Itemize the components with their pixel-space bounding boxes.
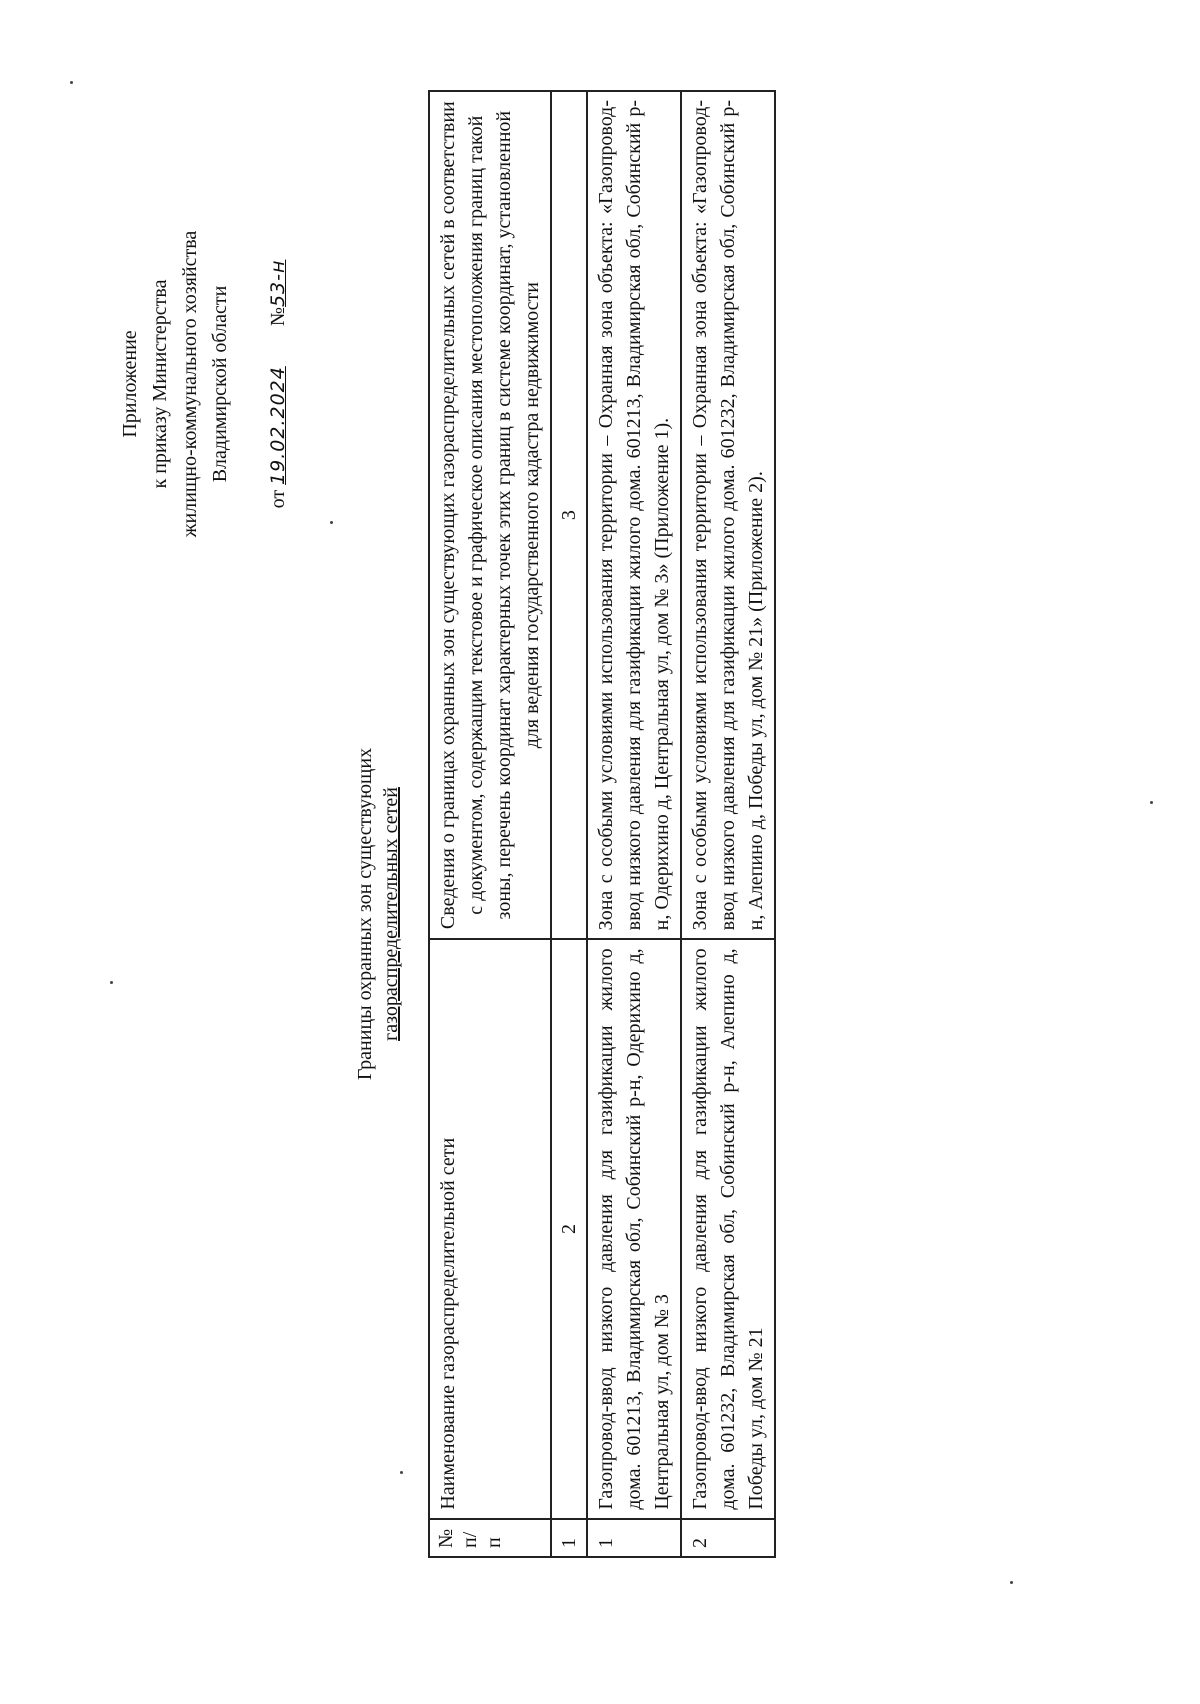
col-index-1: 1 — [551, 1519, 587, 1557]
order-number: 53-н — [267, 259, 289, 308]
scan-speck — [70, 81, 73, 84]
document-title — [352, 524, 404, 1304]
scan-speck — [1150, 801, 1153, 804]
col-index-2: 2 — [551, 939, 587, 1518]
table-header-row — [429, 91, 551, 1557]
date-prefix: от — [267, 489, 289, 509]
scan-speck — [1010, 1581, 1013, 1584]
row-network-name: Газопровод-ввод низкого давления для газификации жилого дома. 601213, Владимирская обл, Собинский р-н, Одерихино д, Центральная ул, дом № 3 — [587, 939, 681, 1518]
region-name: Владимирской области — [209, 285, 231, 483]
row-num: 1 — [587, 1519, 681, 1557]
row-network-name: Газопровод-ввод низкого давления для газификации жилого дома. 601232, Владимирская обл, Собинский р-н, Алепино д, Победы ул, дом № 21 — [681, 939, 775, 1518]
order-date-number — [263, 124, 293, 644]
column-index-row — [551, 91, 587, 1557]
number-prefix: № — [267, 307, 289, 327]
col-index-3: 3 — [551, 91, 587, 939]
title-line-2: газораспределительных сетей — [380, 787, 402, 1041]
header-info: Сведения о границах охранных зон существующих газораспределительных сетей в соответствии с документом, содержащим текстовое и графическое описания местоположения границ такой зоны, перечень координат характерных точек этих границ в системе координат, установленной для ведения государственного кадастра недвижимости — [429, 91, 551, 939]
row-num: 2 — [681, 1519, 775, 1557]
header-name: Наименование газораспределительной сети — [429, 939, 551, 1518]
table-row — [681, 91, 775, 1557]
scan-speck — [110, 981, 113, 984]
header-num: № п/п — [429, 1519, 551, 1557]
table-row — [587, 91, 681, 1557]
appendix-label: Приложение — [119, 330, 141, 438]
order-date: 19.02.2024 — [267, 366, 289, 485]
protection-zones-table — [428, 90, 776, 1558]
title-line-1: Границы охранных зон существующих — [354, 747, 376, 1081]
row-zone-info: Зона с особыми условиями использования территории – Охранная зона объекта: «Газопровод-ввод низкого давления для газификации жилого дома. 601232, Владимирская обл, Собинский р-н, Алепино д, Победы ул, дом № 21» (Приложение 2). — [681, 91, 775, 939]
row-zone-info: Зона с особыми условиями использования территории – Охранная зона объекта: «Газопровод-ввод низкого давления для газификации жилого дома. 601213, Владимирская обл, Собинский р-н, Одерихино д, Центральная ул, дом № 3» (Приложение 1). — [587, 91, 681, 939]
scan-speck — [330, 521, 333, 524]
order-reference: к приказу Министерства — [149, 279, 171, 489]
order-header — [115, 124, 293, 644]
ministry-name: жилищно-коммунального хозяйства — [179, 230, 201, 538]
scan-speck — [400, 1471, 403, 1474]
